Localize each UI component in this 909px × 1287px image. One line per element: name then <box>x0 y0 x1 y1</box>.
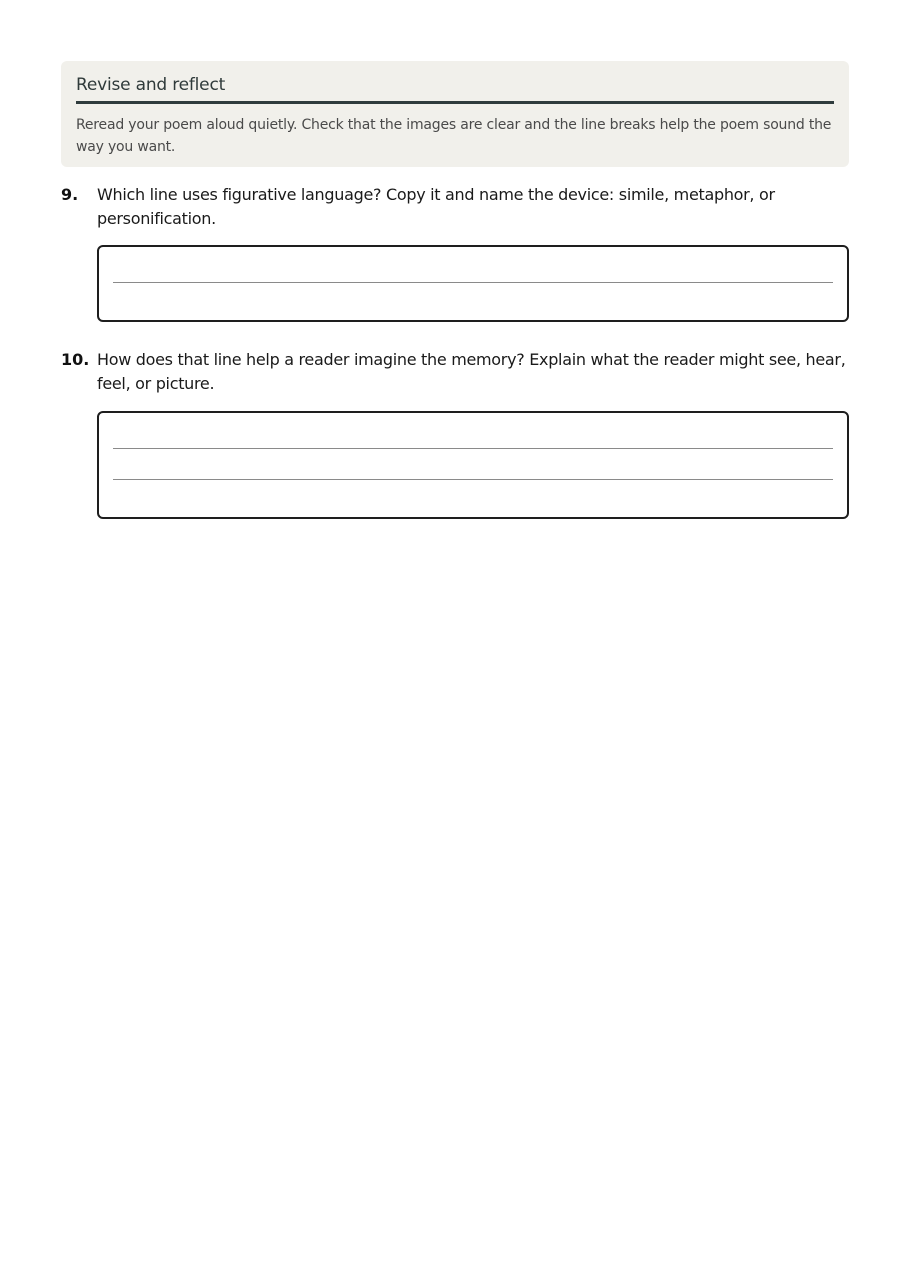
question-text: How does that line help a reader imagine the memory? Explain what the reader might see, hear, feel, or picture. <box>97 350 846 393</box>
answer-line <box>113 448 833 449</box>
question-number: 10. <box>61 350 90 369</box>
question-9 <box>61 183 849 235</box>
answer-box-9[interactable] <box>97 245 849 322</box>
revise-reflect-callout <box>61 61 849 167</box>
answer-line <box>113 479 833 480</box>
question-10 <box>61 348 849 400</box>
callout-body: Reread your poem aloud quietly. Check that the images are clear and the line breaks help the poem sound the way you want. <box>76 117 832 155</box>
answer-line <box>113 282 833 283</box>
answer-box-10[interactable] <box>97 411 849 519</box>
question-number: 9. <box>61 185 79 204</box>
callout-title: Revise and reflect <box>76 73 834 104</box>
question-text: Which line uses figurative language? Copy it and name the device: simile, metaphor, or personification. <box>97 185 775 228</box>
